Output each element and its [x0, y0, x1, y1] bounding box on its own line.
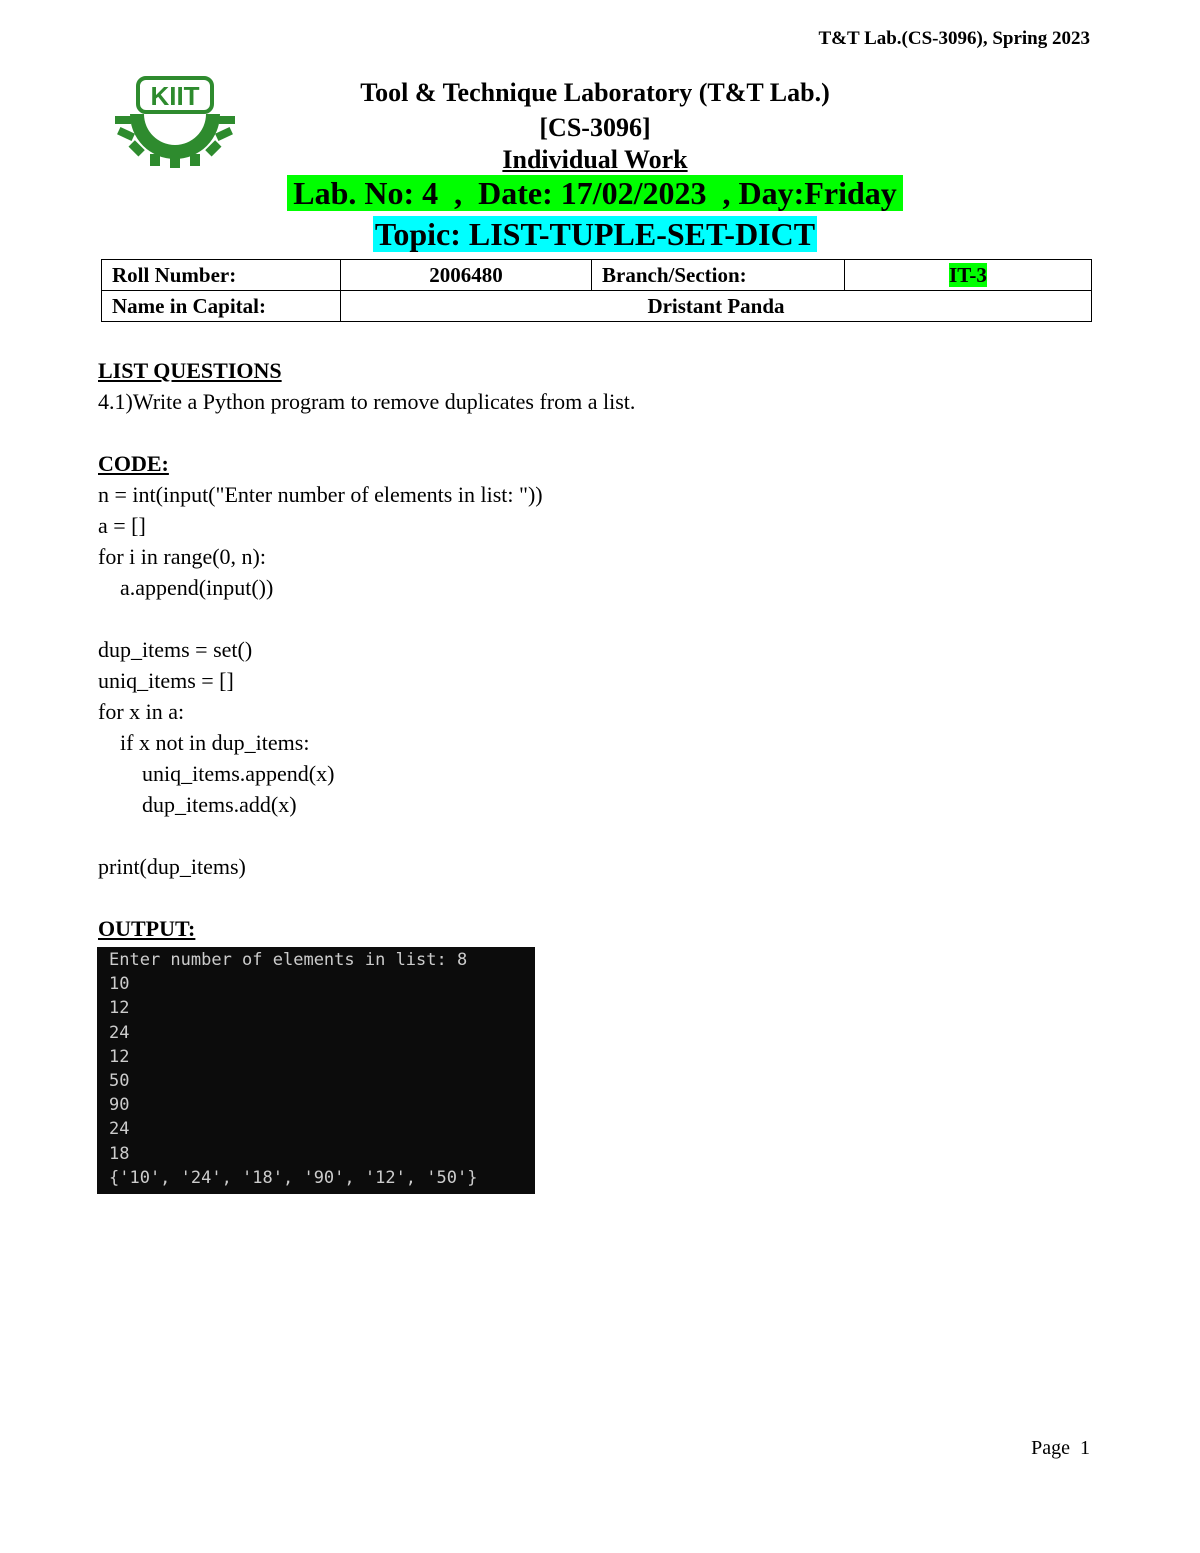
- work-type: Individual Work: [502, 145, 688, 174]
- terminal-line: Enter number of elements in list: 8: [109, 950, 468, 970]
- code-line: uniq_items = []: [98, 668, 234, 693]
- code-heading: CODE:: [98, 451, 169, 476]
- terminal-line: 90: [109, 1095, 130, 1116]
- terminal-line: 24: [109, 1022, 130, 1043]
- topic-line: [0, 216, 1190, 253]
- table-row: [102, 260, 1092, 291]
- code-line: print(dup_items): [98, 854, 246, 879]
- terminal-line: 50: [109, 1071, 130, 1092]
- page-number: Page 1: [1031, 1437, 1090, 1459]
- roll-label: Roll Number:: [102, 260, 341, 291]
- terminal-line: 10: [109, 974, 130, 995]
- running-header: T&T Lab.(CS-3096), Spring 2023: [818, 28, 1090, 49]
- terminal-line: 18: [109, 1143, 130, 1164]
- code-line: n = int(input("Enter number of elements in list: ")): [98, 482, 543, 507]
- lab-date-text: Lab. No: 4 , Date: 17/02/2023 , Day:Friday: [287, 175, 903, 211]
- table-row: [102, 291, 1092, 322]
- topic-text: Topic: LIST-TUPLE-SET-DICT: [374, 216, 816, 252]
- branch-label: Branch/Section:: [592, 260, 845, 291]
- output-heading: OUTPUT:: [98, 916, 196, 941]
- section-heading: LIST QUESTIONS: [98, 358, 282, 383]
- branch-value-cell: [845, 260, 1092, 291]
- content: [98, 355, 635, 944]
- terminal-line: 24: [109, 1119, 130, 1140]
- code-line: dup_items.add(x): [98, 792, 297, 817]
- terminal-line: {'10', '24', '18', '90', '12', '50'}: [109, 1167, 478, 1188]
- course-code: [CS-3096]: [539, 113, 651, 142]
- roll-value: 2006480: [341, 260, 592, 291]
- code-line: dup_items = set(): [98, 637, 253, 662]
- code-line: if x not in dup_items:: [98, 730, 310, 755]
- code-line: for i in range(0, n):: [98, 544, 266, 569]
- code-line: [98, 603, 635, 634]
- logo-text: KIIT: [150, 81, 200, 111]
- code-line: [98, 820, 635, 851]
- question-text: 4.1)Write a Python program to remove duplicates from a list.: [98, 389, 636, 414]
- lab-date-line: [0, 175, 1190, 212]
- name-value: Dristant Panda: [341, 291, 1092, 322]
- terminal-output-screenshot: [97, 947, 535, 1194]
- code-line: uniq_items.append(x): [98, 761, 335, 786]
- name-label: Name in Capital:: [102, 291, 341, 322]
- code-block: [98, 479, 635, 882]
- student-info-table: [101, 259, 1092, 322]
- code-line: a.append(input()): [98, 575, 274, 600]
- terminal-line: 12: [109, 1046, 130, 1067]
- code-line: for x in a:: [98, 699, 185, 724]
- branch-value: IT-3: [949, 262, 987, 287]
- code-line: a = []: [98, 513, 146, 538]
- lab-title: Tool & Technique Laboratory (T&T Lab.): [360, 78, 830, 107]
- terminal-line: 12: [109, 998, 130, 1019]
